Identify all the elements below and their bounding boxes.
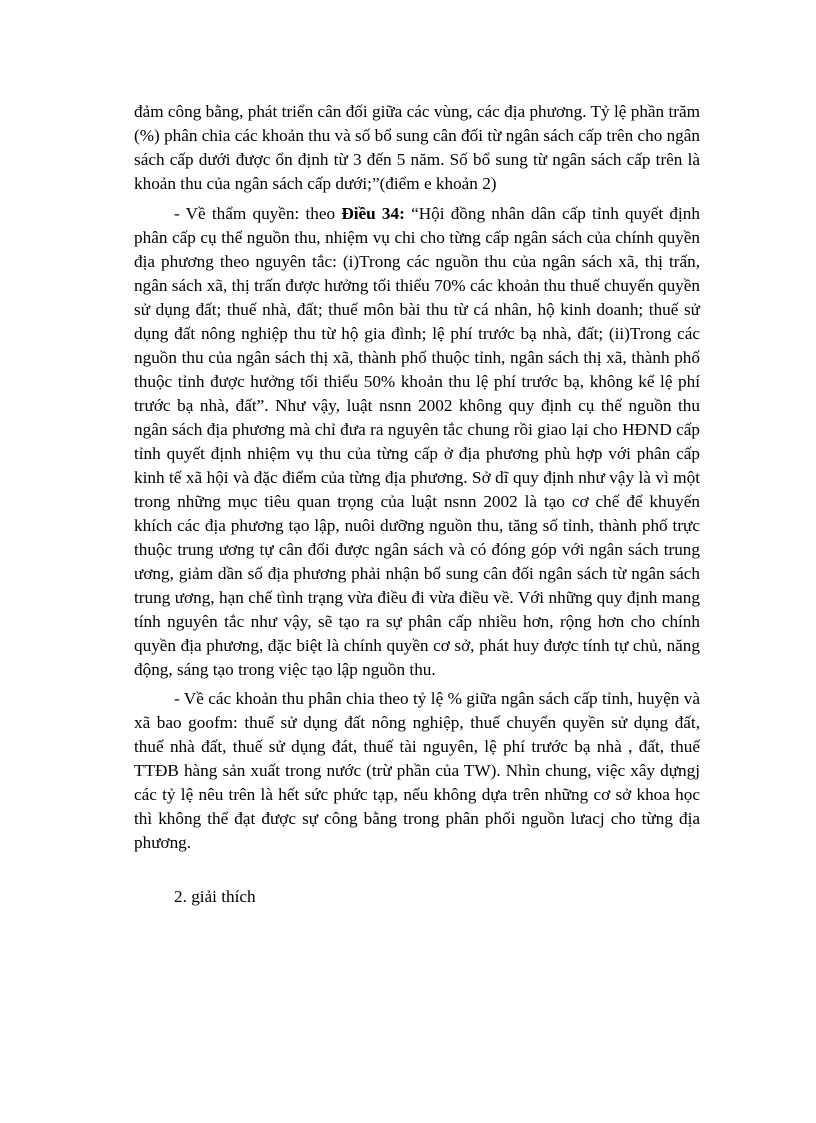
- paragraph-authority: [134, 202, 700, 682]
- article-34-label: Điều 34:: [341, 204, 405, 223]
- paragraph-shared-revenues: - Về các khoản thu phân chia theo tỷ lệ % giữa ngân sách cấp tỉnh, huyện và xã bao goofm: thuế sử dụng đất nông nghiệp, thuế chuyển quyền sử dụng đất, thuế nhà đất, thuế sử dụng đát, thuế tài nguyên, lệ phí trước bạ nhà , đất, thuế TTĐB hàng sản xuất trong nước (trừ phần của TW). Nhìn chung, việc xây dựngj các tỷ lệ nêu trên là hết sức phức tạp, nếu không dựa trên những cơ sở khoa học thì không thể đạt được sự công bằng trong phân phối nguồn lưacj cho từng địa phương.: [134, 689, 700, 852]
- paragraph-continuation: đảm công bằng, phát triển cân đối giữa các vùng, các địa phương. Tỷ lệ phần trăm (%) phân chia các khoản thu và số bổ sung cân đối từ ngân sách cấp trên cho ngân sách cấp dưới được ổn định từ 3 đến 5 năm. Số bổ sung từ ngân sách cấp trên là khoản thu của ngân sách cấp dưới;”(điểm e khoản 2): [134, 102, 700, 193]
- paragraph-authority-body: “Hội đồng nhân dân cấp tỉnh quyết định phân cấp cụ thể nguồn thu, nhiệm vụ chi cho từng cấp ngân sách của chính quyền địa phương theo nguyên tắc: (i)Trong các nguồn thu của ngân sách xã, thị trấn, ngân sách xã, thị trấn được hưởng tối thiểu 70% các khoản thu thuế chuyển quyền sử dụng đất; thuế nhà, đất; thuế môn bài thu từ cá nhân, hộ kinh doanh; thuế sử dụng đất nông nghiệp thu từ hộ gia đình; lệ phí trước bạ nhà, đất; (ii)Trong các nguồn thu của ngân sách thị xã, thành phố thuộc tỉnh, ngân sách thị xã, thành phố thuộc tỉnh được hưởng tối thiểu 50% khoản thu lệ phí trước bạ, không kể lệ phí trước bạ nhà, đất”. Như vậy, luật nsnn 2002 không quy định cụ thể nguồn thu ngân sách địa phương mà chỉ đưa ra nguyên tắc chung rồi giao lại cho HĐND cấp tỉnh quyết định nhiệm vụ thu của từng cấp ở địa phương phù hợp với phân cấp kinh tế xã hội và đặc điểm của từng địa phương. Sở dĩ quy định như vậy là vì một trong những mục tiêu quan trọng của luật nsnn 2002 là tạo cơ chế để khuyến khích các địa phương tạo lập, nuôi dưỡng nguồn thu, tăng số tỉnh, thành phố trực thuộc trung ương tự cân đối được ngân sách và có đóng góp với ngân sách trung ương, giảm dần số địa phương phải nhận bổ sung cân đối ngân sách từ ngân sách trung ương, hạn chế tình trạng vừa điều đi vừa điều về. Với những quy định mang tính nguyên tắc như vậy, sẽ tạo ra sự phân cấp nhiều hơn, rộng hơn cho chính quyền địa phương, đặc biệt là chính quyền cơ sở, phát huy được tính tự chủ, năng động, sáng tạo trong việc tạo lập nguồn thu.: [134, 204, 700, 679]
- body-text: [134, 100, 700, 909]
- section-heading: 2. giải thích: [174, 887, 256, 906]
- paragraph-authority-prefix: - Về thẩm quyền: theo: [174, 204, 342, 223]
